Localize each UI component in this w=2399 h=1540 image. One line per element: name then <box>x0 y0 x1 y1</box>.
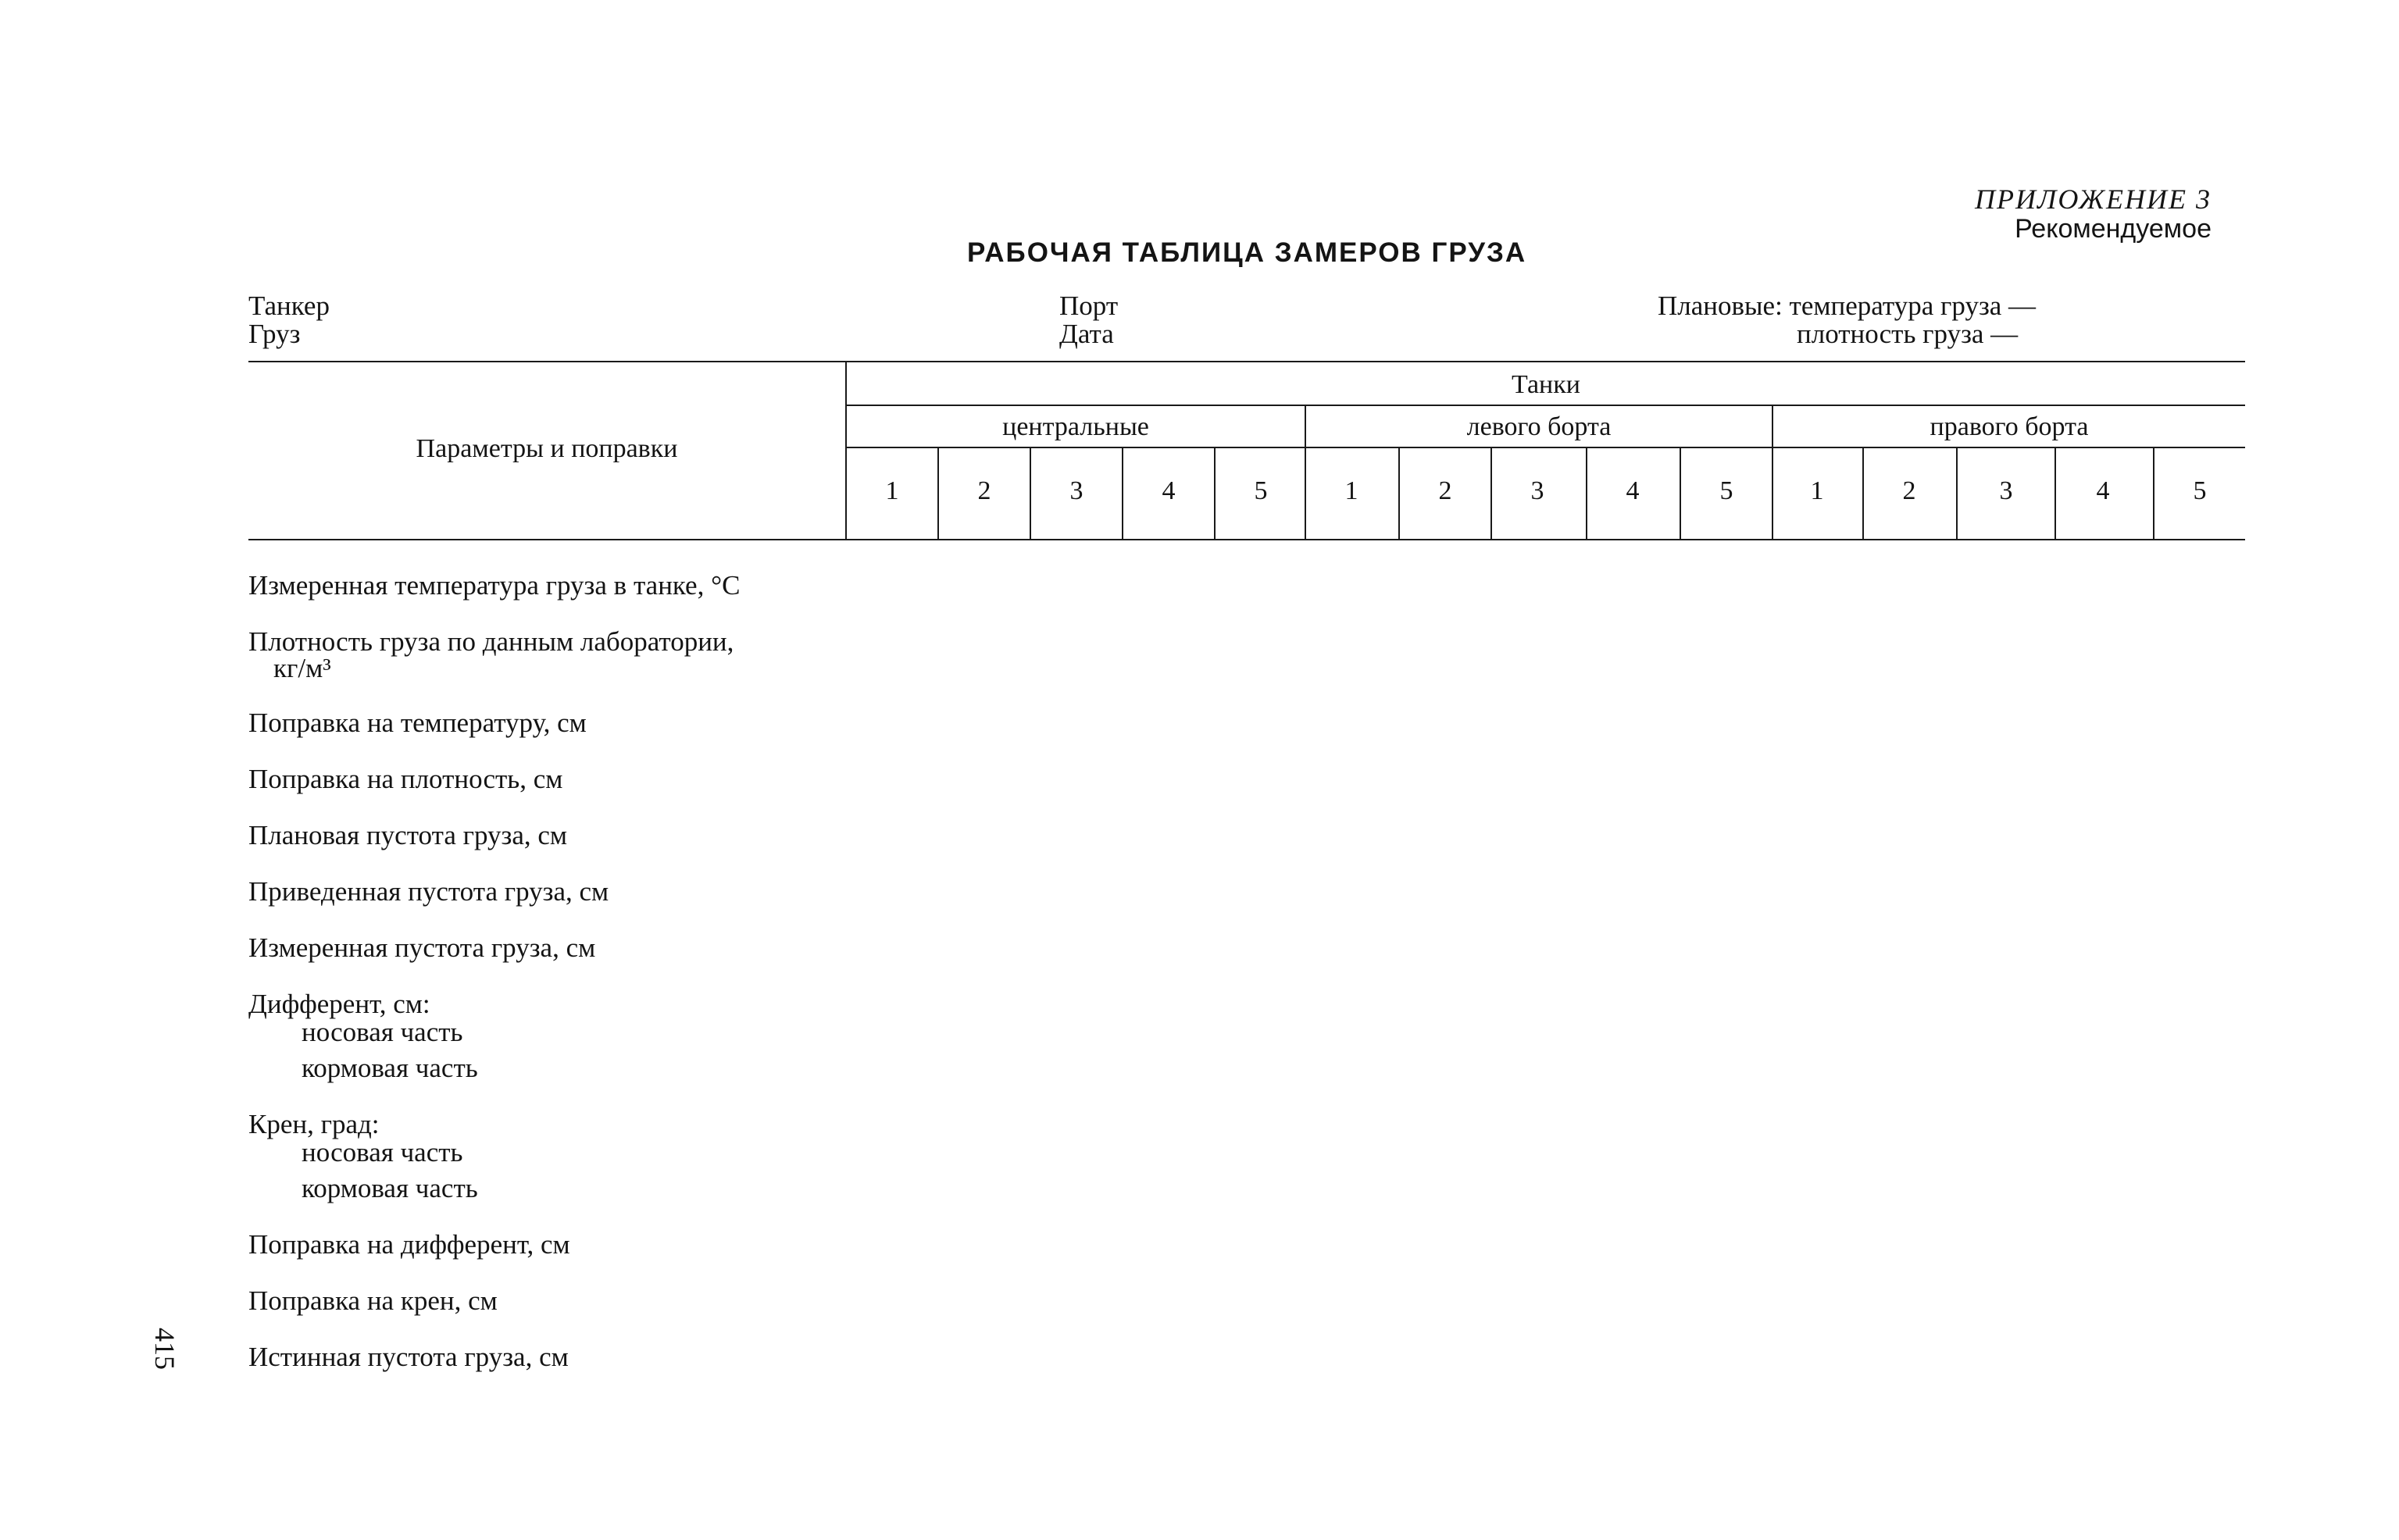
tank-divider <box>1030 448 1031 539</box>
tank-number: 3 <box>1069 476 1083 505</box>
row-label: Истинная пустота груза, см <box>248 1342 569 1372</box>
row-label: Поправка на дифферент, см <box>248 1229 570 1260</box>
tank-divider <box>2055 448 2056 539</box>
field-port: Порт <box>1059 291 1119 321</box>
tank-number: 4 <box>1162 476 1176 505</box>
tank-number: 1 <box>1344 476 1358 505</box>
field-tanker: Танкер <box>248 291 330 321</box>
field-cargo: Груз <box>248 319 301 349</box>
tank-divider <box>1214 448 1216 539</box>
row-label: Поправка на температуру, см <box>248 708 587 738</box>
field-date: Дата <box>1059 319 1114 349</box>
tank-number: 3 <box>1999 476 2013 505</box>
field-planned-temperature: Плановые: температура груза — <box>1658 291 2037 321</box>
group-starboard-side: правого борта <box>1930 412 2089 441</box>
tank-number: 3 <box>1530 476 1544 505</box>
row-sublabel: кормовая часть <box>302 1173 478 1203</box>
tank-number: 2 <box>977 476 991 505</box>
row-label: Измеренная температура груза в танке, °С <box>248 570 741 601</box>
group-central: центральные <box>1002 412 1149 441</box>
document-title: РАБОЧАЯ ТАБЛИЦА ЗАМЕРОВ ГРУЗА <box>967 237 1527 268</box>
tank-divider <box>1122 448 1123 539</box>
groups-rule <box>847 447 2245 448</box>
tank-divider <box>1586 448 1587 539</box>
tank-number: 2 <box>1438 476 1452 505</box>
tank-divider <box>1680 448 1681 539</box>
param-header: Параметры и поправки <box>416 434 678 463</box>
tank-divider <box>2153 448 2154 539</box>
row-label: Приведенная пустота груза, см <box>248 876 609 907</box>
tank-divider <box>1862 448 1864 539</box>
row-label: Крен, град: <box>248 1109 380 1139</box>
tank-number: 5 <box>2193 476 2207 505</box>
table-top-rule <box>248 361 2245 362</box>
tank-divider <box>937 448 939 539</box>
row-label: Поправка на плотность, см <box>248 764 563 794</box>
tank-number: 5 <box>1254 476 1268 505</box>
tank-divider <box>1956 448 1958 539</box>
row-sublabel: носовая часть <box>302 1017 463 1047</box>
tank-number: 1 <box>885 476 899 505</box>
row-label: Дифферент, см: <box>248 989 430 1019</box>
row-label: Плановая пустота груза, см <box>248 820 568 850</box>
tank-number: 5 <box>1719 476 1733 505</box>
row-label: Плотность груза по данным лаборатории, <box>248 626 734 657</box>
tank-number: 4 <box>1626 476 1640 505</box>
row-sublabel: носовая часть <box>302 1137 463 1167</box>
tank-number: 4 <box>2096 476 2110 505</box>
tank-number: 2 <box>1902 476 1916 505</box>
row-label-continuation: кг/м³ <box>273 653 331 683</box>
table-header-bottom-rule <box>248 539 2245 540</box>
tanks-header: Танки <box>1512 370 1580 399</box>
row-sublabel: кормовая часть <box>302 1053 478 1083</box>
row-label: Измеренная пустота груза, см <box>248 932 596 963</box>
tanks-rule <box>847 405 2245 406</box>
tank-number: 1 <box>1810 476 1824 505</box>
row-label: Поправка на крен, см <box>248 1285 498 1316</box>
appendix-note: Рекомендуемое <box>2015 214 2212 244</box>
appendix-number: ПРИЛОЖЕНИЕ 3 <box>1975 184 2212 215</box>
tank-divider <box>1490 448 1492 539</box>
tank-divider <box>1398 448 1400 539</box>
group-port-side: левого борта <box>1466 412 1612 441</box>
field-planned-density: плотность груза — <box>1797 319 2019 349</box>
page-number: 415 <box>149 1328 180 1370</box>
